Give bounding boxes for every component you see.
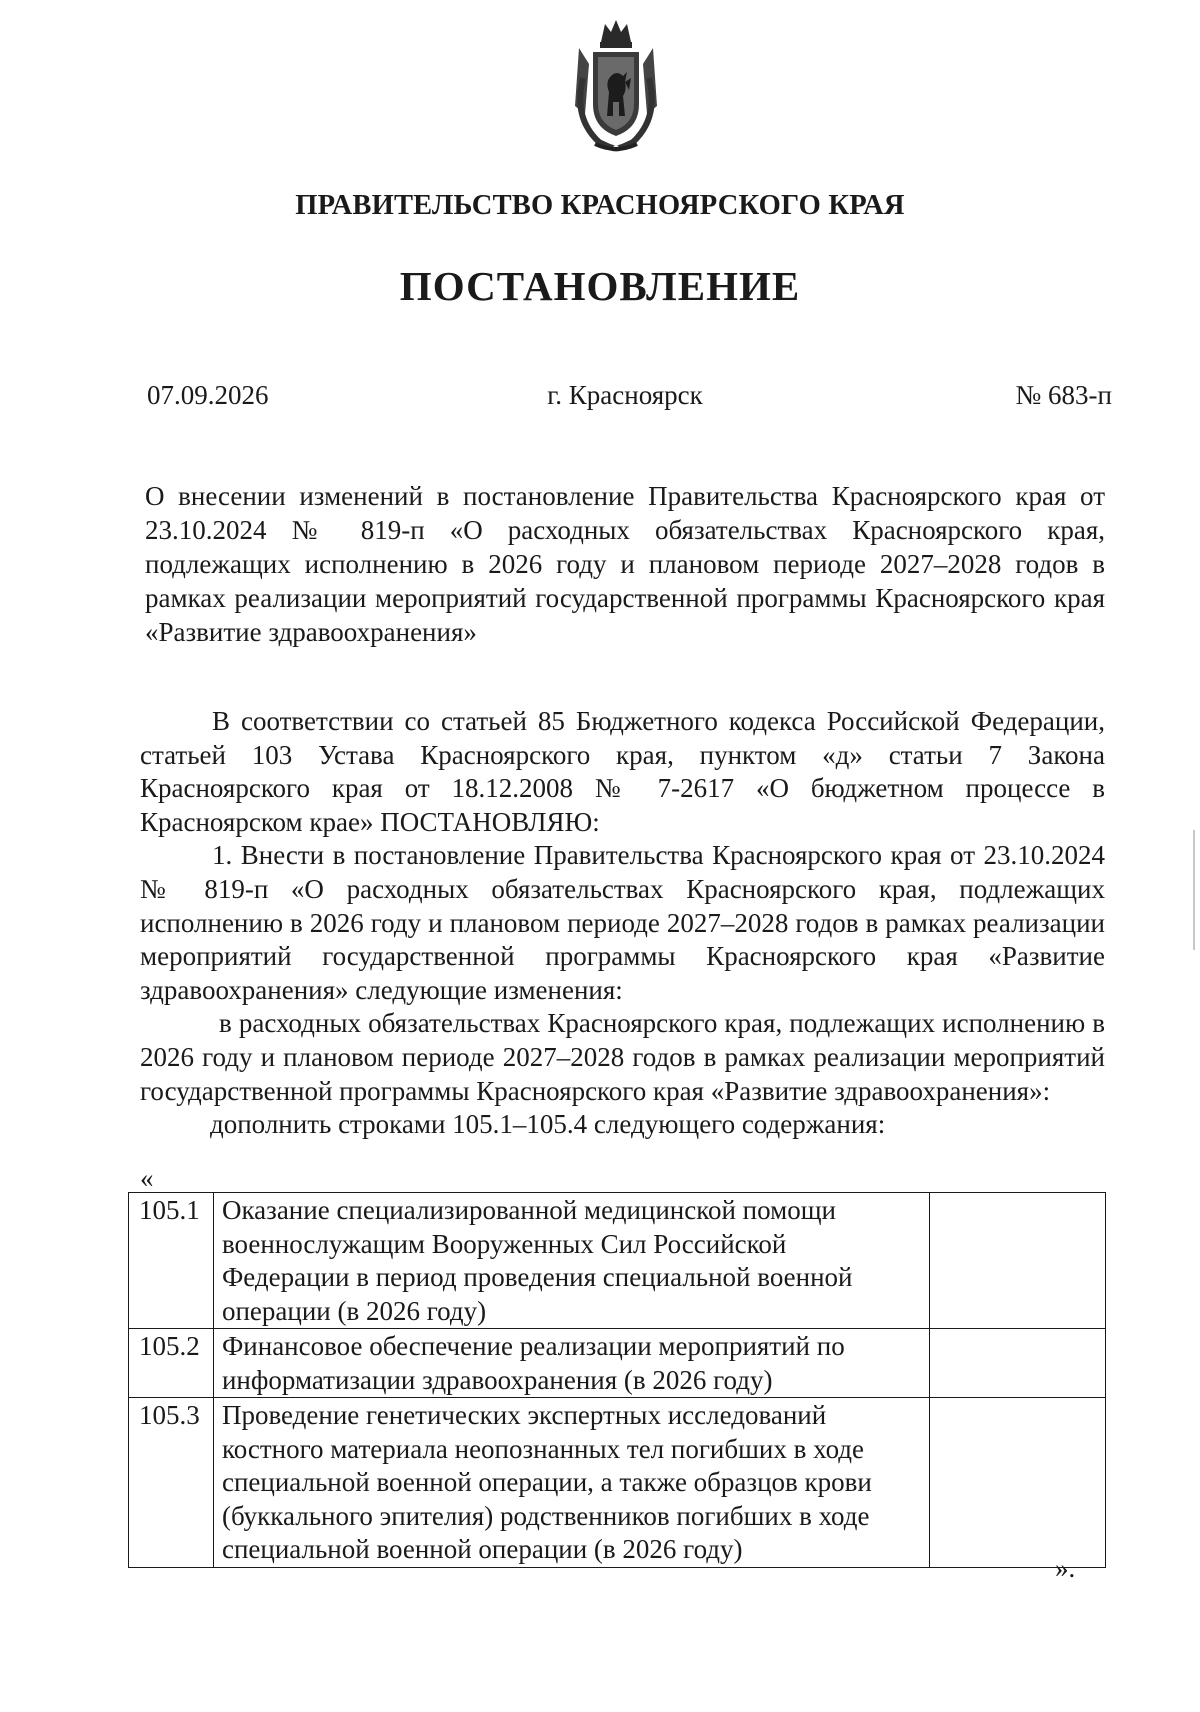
closing-quote: ». — [1055, 1553, 1076, 1583]
scan-margin-mark — [1193, 830, 1195, 950]
paragraph-item-1: 1. Внести в постановление Правительства Красноярского края от 23.10.2024 № 819-п «О расходных обязательствах Красноярского края, подлежащих исполнению в 2026 году и плановом периоде 2027–2028 годов в рамках реализации мероприятий государственной программы Красноярского края «Развитие здравоохранения» следующие изменения: — [140, 840, 1105, 1005]
krasnoyarsk-coat-of-arms-icon — [565, 18, 667, 154]
amendment-table — [128, 1192, 1106, 1568]
table-row — [129, 1398, 1106, 1568]
document-title: ПОСТАНОВЛЕНИЕ — [399, 263, 801, 309]
row-description: Оказание специализированной медицинской помощи военнослужащим Вооруженных Сил Российской Федерации в период проведения специальной военной операции (в 2026 году) — [213, 1193, 929, 1329]
row-description: Финансовое обеспечение реализации мероприятий по информатизации здравоохранения (в 2026 году) — [213, 1329, 929, 1398]
row-empty-cell — [929, 1193, 1106, 1329]
row-description: Проведение генетических экспертных исследований костного материала неопознанных тел погибших в ходе специальной военной операции, а также образцов крови (буккального эпителия) родственников погибших в ходе специальной военной операции (в 2026 году) — [213, 1398, 929, 1568]
row-empty-cell — [929, 1329, 1106, 1398]
row-number: 105.2 — [129, 1329, 214, 1398]
document-city: г. Красноярск — [547, 380, 703, 410]
paragraph-amendment-scope: в расходных обязательствах Красноярского края, подлежащих исполнению в 2026 году и плановом периоде 2027–2028 годов в рамках реализации мероприятий государственной программы Красноярского края «Развитие здравоохранения»: — [140, 1008, 1105, 1106]
document-number: № 683-п — [1015, 380, 1112, 410]
row-number: 105.1 — [129, 1193, 214, 1329]
document-subject: О внесении изменений в постановление Правительства Красноярского края от 23.10.2024 № 819-п «О расходных обязательствах Красноярского края, подлежащих исполнению в 2026 году и плановом периоде 2027–2028 годов в рамках реализации мероприятий государственной программы Красноярского края «Развитие здравоохранения» — [145, 481, 1105, 647]
table-row — [129, 1193, 1106, 1329]
document-date: 07.09.2026 — [147, 380, 269, 410]
document-body — [140, 705, 1105, 1142]
table-row — [129, 1329, 1106, 1398]
opening-quote: « — [140, 1163, 154, 1193]
paragraph-preamble: В соответствии со статьей 85 Бюджетного кодекса Российской Федерации, статьей 103 Устава Красноярского края, пунктом «д» статьи 7 Закона Красноярского края от 18.12.2008 № 7-2617 «О бюджетном процессе в Красноярском крае» ПОСТАНОВЛЯЮ: — [140, 706, 1105, 837]
paragraph-amendment-action: дополнить строками 105.1–105.4 следующего содержания: — [210, 1109, 886, 1140]
row-number: 105.3 — [129, 1398, 214, 1568]
organization-name: ПРАВИТЕЛЬСТВО КРАСНОЯРСКОГО КРАЯ — [295, 190, 905, 221]
row-empty-cell — [929, 1398, 1106, 1568]
